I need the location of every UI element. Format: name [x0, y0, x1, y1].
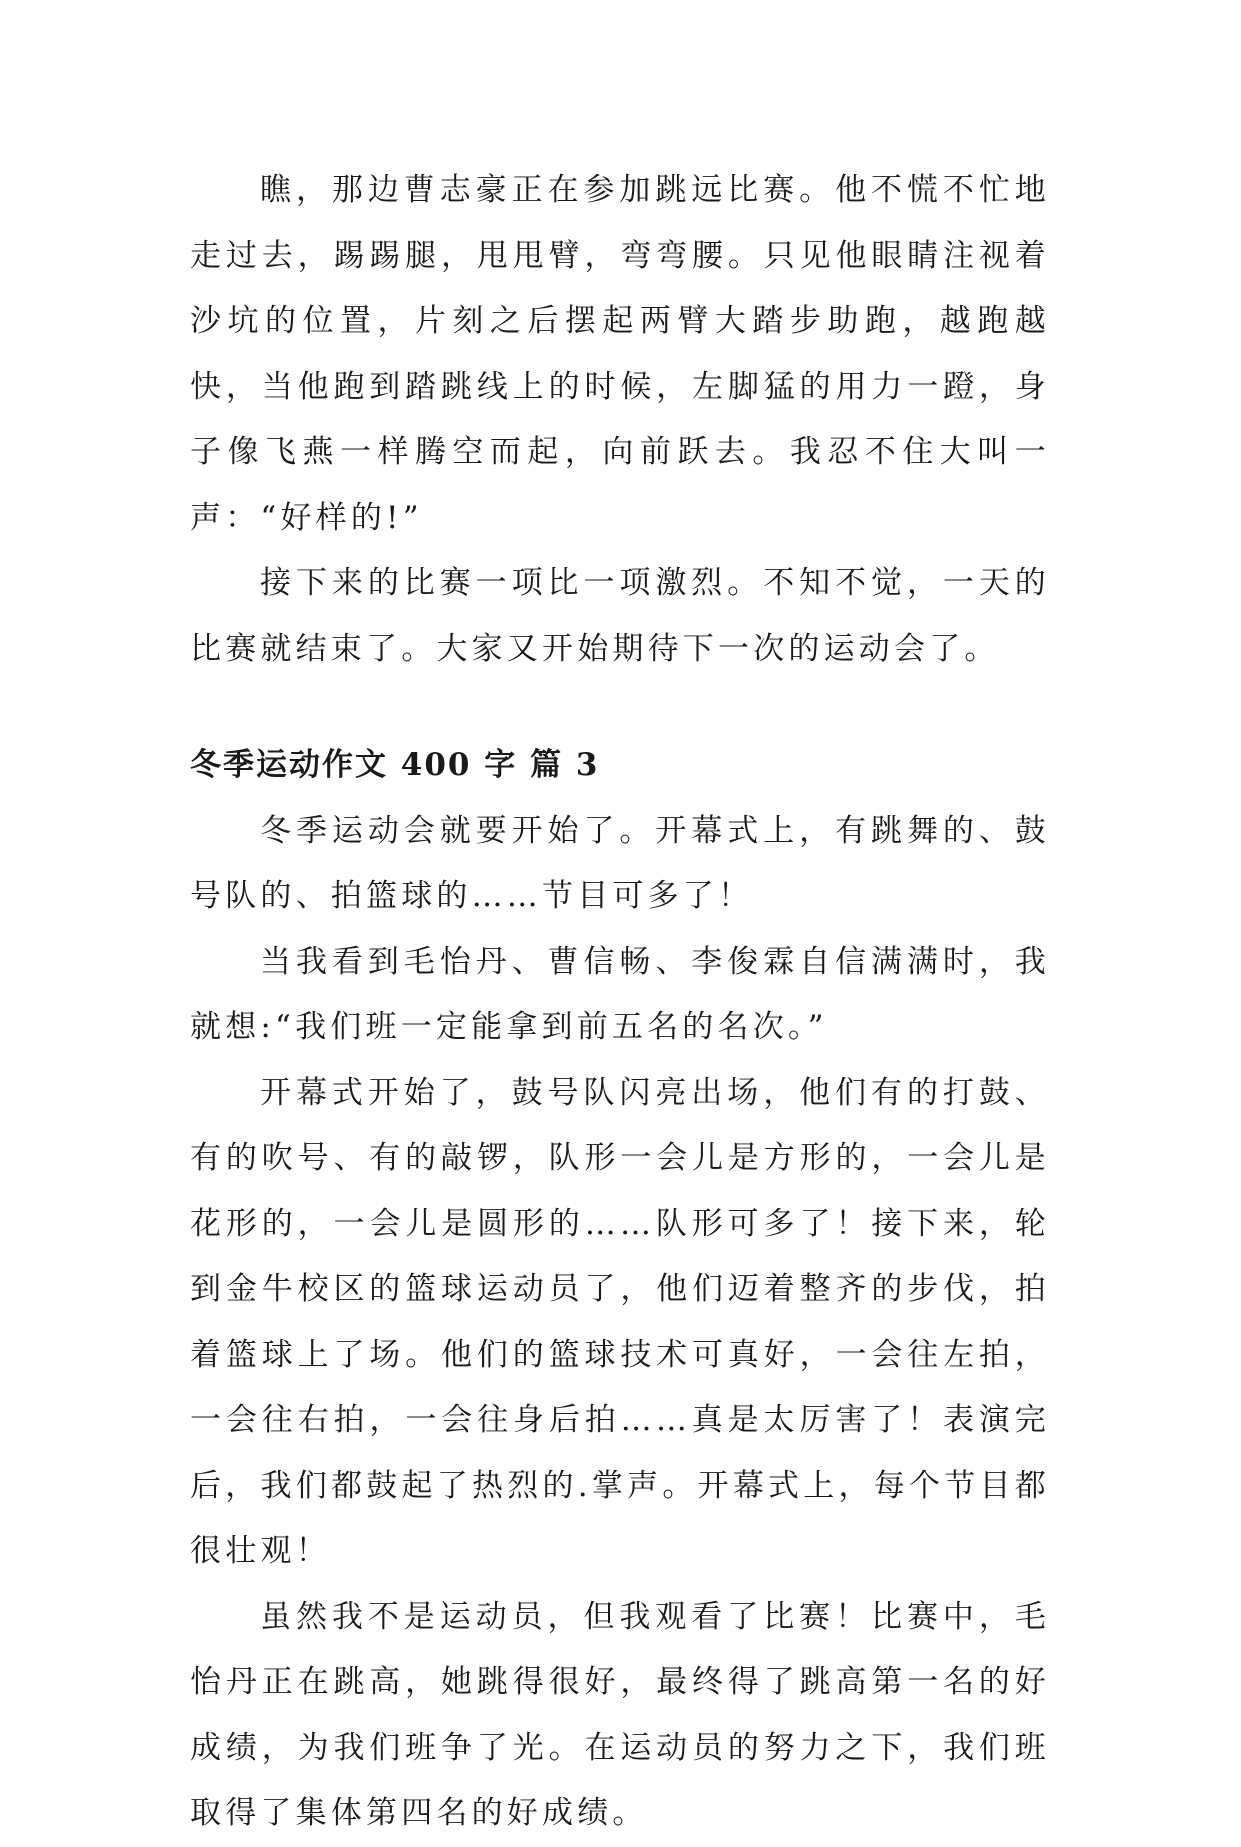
paragraph-day-end: 接下来的比赛一项比一项激烈。不知不觉，一天的比赛就结束了。大家又开始期待下一次的运动会了。 — [190, 565, 1050, 667]
paragraph-confidence: 当我看到毛怡丹、曹信畅、李俊霖自信满满时，我就想:“我们班一定能拿到前五名的名次。” — [190, 943, 1050, 1045]
paragraph-opening: 冬季运动会就要开始了。开幕式上，有跳舞的、鼓号队的、拍篮球的……节目可多了！ — [190, 812, 1050, 914]
paragraph-high-jump: 虽然我不是运动员，但我观看了比赛！比赛中，毛怡丹正在跳高，她跳得很好，最终得了跳高第一名的好成绩，为我们班争了光。在运动员的努力之下，我们班取得了集体第四名的好成绩。 — [190, 1598, 1050, 1831]
section-heading: 冬季运动作文 400 字 篇 3 — [190, 747, 600, 783]
document-page — [190, 158, 1050, 1847]
paragraph-long-jump: 瞧，那边曹志豪正在参加跳远比赛。他不慌不忙地走过去，踢踢腿，甩甩臂，弯弯腰。只见他眼睛注视着沙坑的位置，片刻之后摆起两臂大踏步助跑，越跑越快，当他跑到踏跳线上的时候，左脚猛的用力一蹬，身子像飞燕一样腾空而起，向前跃去。我忍不住大叫一声：“好样的!” — [190, 172, 1050, 536]
paragraph-ceremony: 开幕式开始了，鼓号队闪亮出场，他们有的打鼓、有的吹号、有的敲锣，队形一会儿是方形的，一会儿是花形的，一会儿是圆形的……队形可多了！接下来，轮到金牛校区的篮球运动员了，他们迈着整齐的步伐，拍着篮球上了场。他们的篮球技术可真好，一会往左拍，一会往右拍，一会往身后拍……真是太厉害了！表演完后，我们都鼓起了热烈的.掌声。开幕式上，每个节目都很壮观！ — [190, 1074, 1050, 1569]
